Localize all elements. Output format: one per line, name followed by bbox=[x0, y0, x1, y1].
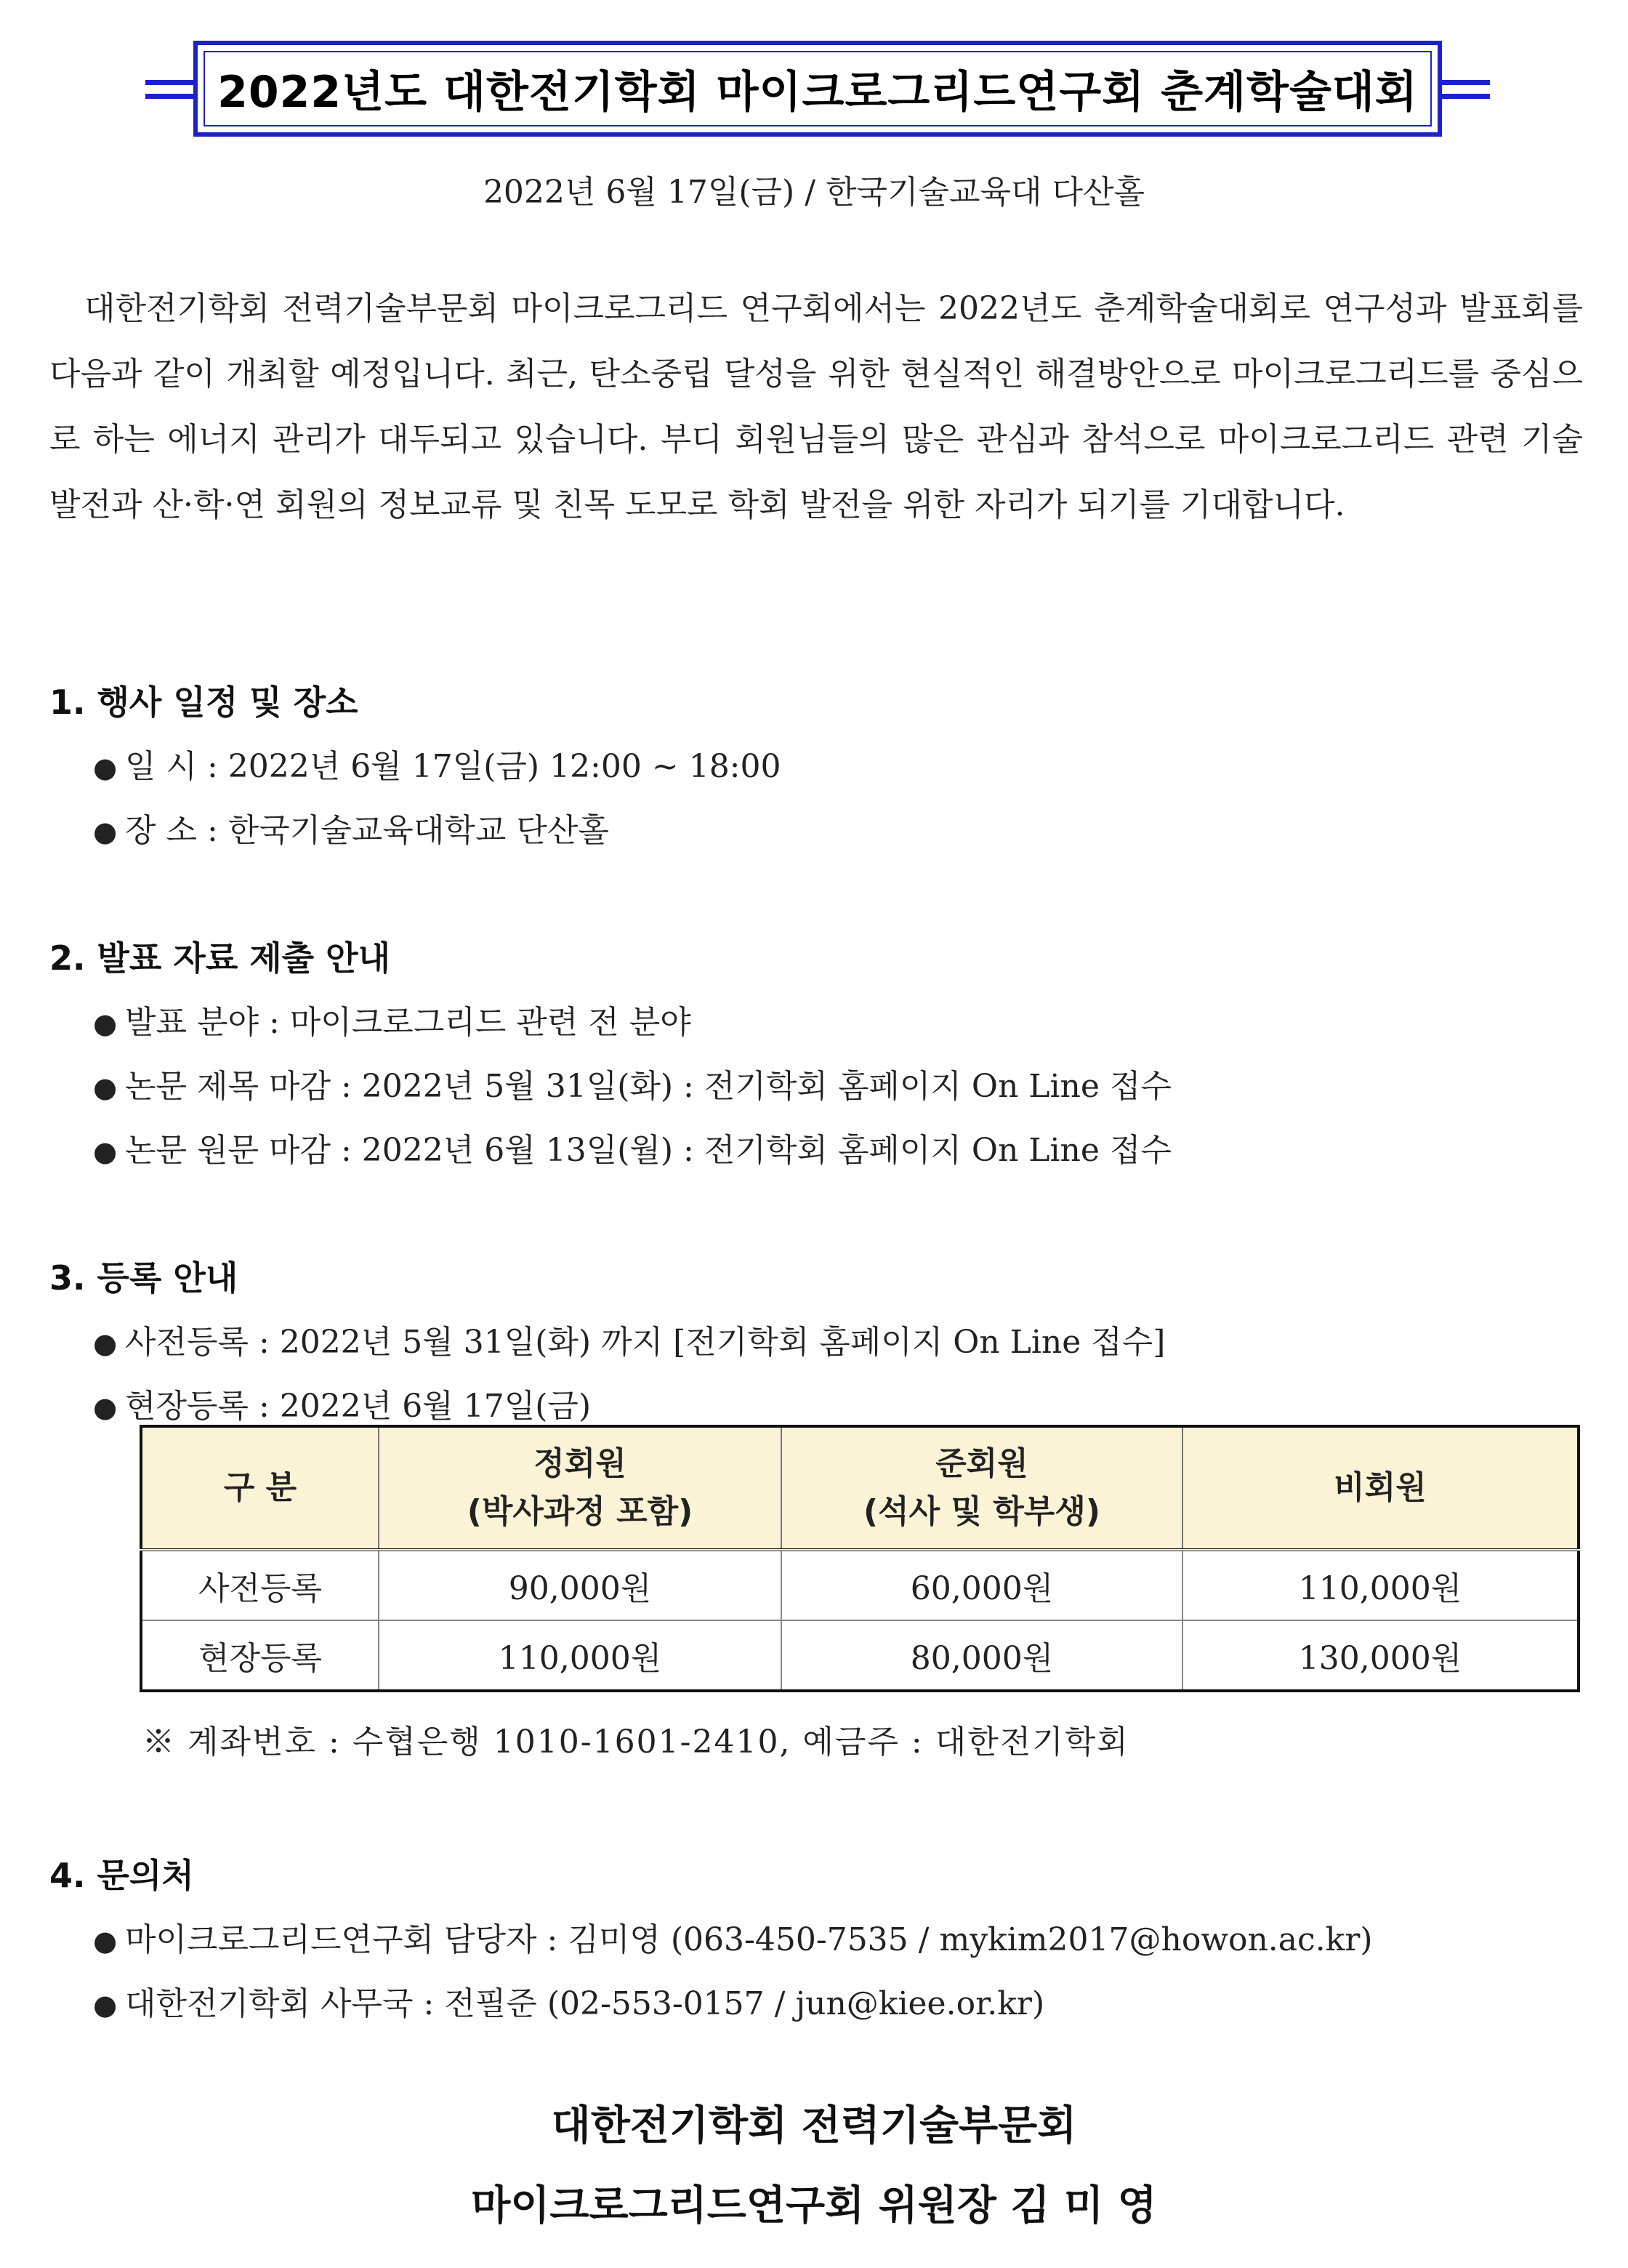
table-header-row bbox=[141, 1426, 1579, 1550]
table-row bbox=[141, 1550, 1579, 1620]
bullet-icon: ● bbox=[93, 1391, 118, 1423]
section-2-item: ● 논문 원문 마감 : 2022년 6월 13일(월) : 전기학회 홈페이지 On Line 접수 bbox=[93, 1132, 1172, 1169]
table-cell: 110,000원 bbox=[379, 1620, 781, 1691]
table-cell: 90,000원 bbox=[379, 1550, 781, 1620]
section-3-item: ● 현장등록 : 2022년 6월 17일(금) bbox=[93, 1388, 592, 1425]
section-2-item: ● 논문 제목 마감 : 2022년 5월 31일(화) : 전기학회 홈페이지 On Line 접수 bbox=[93, 1068, 1172, 1105]
table-header-associate-member: 준회원 (석사 및 학부생) bbox=[781, 1426, 1182, 1550]
section-1-item: ● 장 소 : 한국기술교육대학교 단산홀 bbox=[93, 812, 609, 849]
table-header-non-member: 비회원 bbox=[1182, 1426, 1579, 1550]
section-2-title: 2. 발표 자료 제출 안내 bbox=[49, 938, 391, 978]
bullet-icon: ● bbox=[93, 752, 118, 784]
bullet-icon: ● bbox=[93, 1925, 118, 1957]
title-box bbox=[193, 41, 1442, 137]
event-subtitle: 2022년 6월 17일(금) / 한국기술교육대 다산홀 bbox=[483, 174, 1145, 211]
intro-paragraph: 대한전기학회 전력기술부문회 마이크로그리드 연구회에서는 2022년도 춘계학술대회로 연구성과 발표회를 다음과 같이 개최할 예정입니다. 최근, 탄소중립 달성을 위한 현실적인 해결방안으로 마이크로그리드를 중심으로 하는 에너지 관리가 대두되고 있습니다. 부디 회원님들의 많은 관심과 참석으로 마이크로그리드 관련 기술 발전과 산·학·연 회원의 정보교류 및 친목 도모로 학회 발전을 위한 자리가 되기를 기대합니다. bbox=[49, 290, 1583, 523]
footer-signature: 마이크로그리드연구회 위원장 김 미 영 bbox=[471, 2182, 1157, 2229]
table-header-category: 구 분 bbox=[141, 1426, 379, 1550]
table-cell: 60,000원 bbox=[781, 1550, 1182, 1620]
section-1-title: 1. 행사 일정 및 장소 bbox=[49, 683, 358, 722]
section-4-title: 4. 문의처 bbox=[49, 1856, 194, 1895]
table-cell: 현장등록 bbox=[141, 1620, 379, 1691]
table-cell: 사전등록 bbox=[141, 1550, 379, 1620]
section-4-item: ● 마이크로그리드연구회 담당자 : 김미영 (063-450-7535 / mykim2017@howon.ac.kr) bbox=[93, 1921, 1373, 1958]
table-cell: 80,000원 bbox=[781, 1620, 1182, 1691]
bullet-icon: ● bbox=[93, 1071, 118, 1103]
section-3-title: 3. 등록 안내 bbox=[49, 1258, 238, 1298]
table-header-regular-member: 정회원 (박사과정 포함) bbox=[379, 1426, 781, 1550]
section-4-item: ● 대한전기학회 사무국 : 전필준 (02-553-0157 / jun@kiee.or.kr) bbox=[93, 1985, 1045, 2022]
title-banner bbox=[145, 41, 1490, 142]
bullet-icon: ● bbox=[93, 1327, 118, 1359]
bullet-icon: ● bbox=[93, 1989, 118, 2021]
section-3-item: ● 사전등록 : 2022년 5월 31일(화) 까지 [전기학회 홈페이지 On Line 접수] bbox=[93, 1324, 1166, 1361]
table-cell: 130,000원 bbox=[1182, 1620, 1579, 1691]
section-1-item: ● 일 시 : 2022년 6월 17일(금) 12:00 ~ 18:00 bbox=[93, 748, 781, 785]
registration-fee-table bbox=[140, 1425, 1580, 1692]
account-note: ※ 계좌번호 : 수협은행 1010-1601-2410, 예금주 : 대한전기학회 bbox=[142, 1724, 1129, 1761]
footer-organization: 대한전기학회 전력기술부문회 bbox=[551, 2102, 1077, 2150]
bullet-icon: ● bbox=[93, 1135, 118, 1167]
bullet-icon: ● bbox=[93, 1008, 118, 1040]
section-2-item: ● 발표 분야 : 마이크로그리드 관련 전 분야 bbox=[93, 1004, 691, 1041]
table-cell: 110,000원 bbox=[1182, 1550, 1579, 1620]
page-title: 2022년도 대한전기학회 마이크로그리드연구회 춘계학술대회 bbox=[217, 67, 1418, 118]
table-row bbox=[141, 1620, 1579, 1691]
bullet-icon: ● bbox=[93, 816, 118, 848]
